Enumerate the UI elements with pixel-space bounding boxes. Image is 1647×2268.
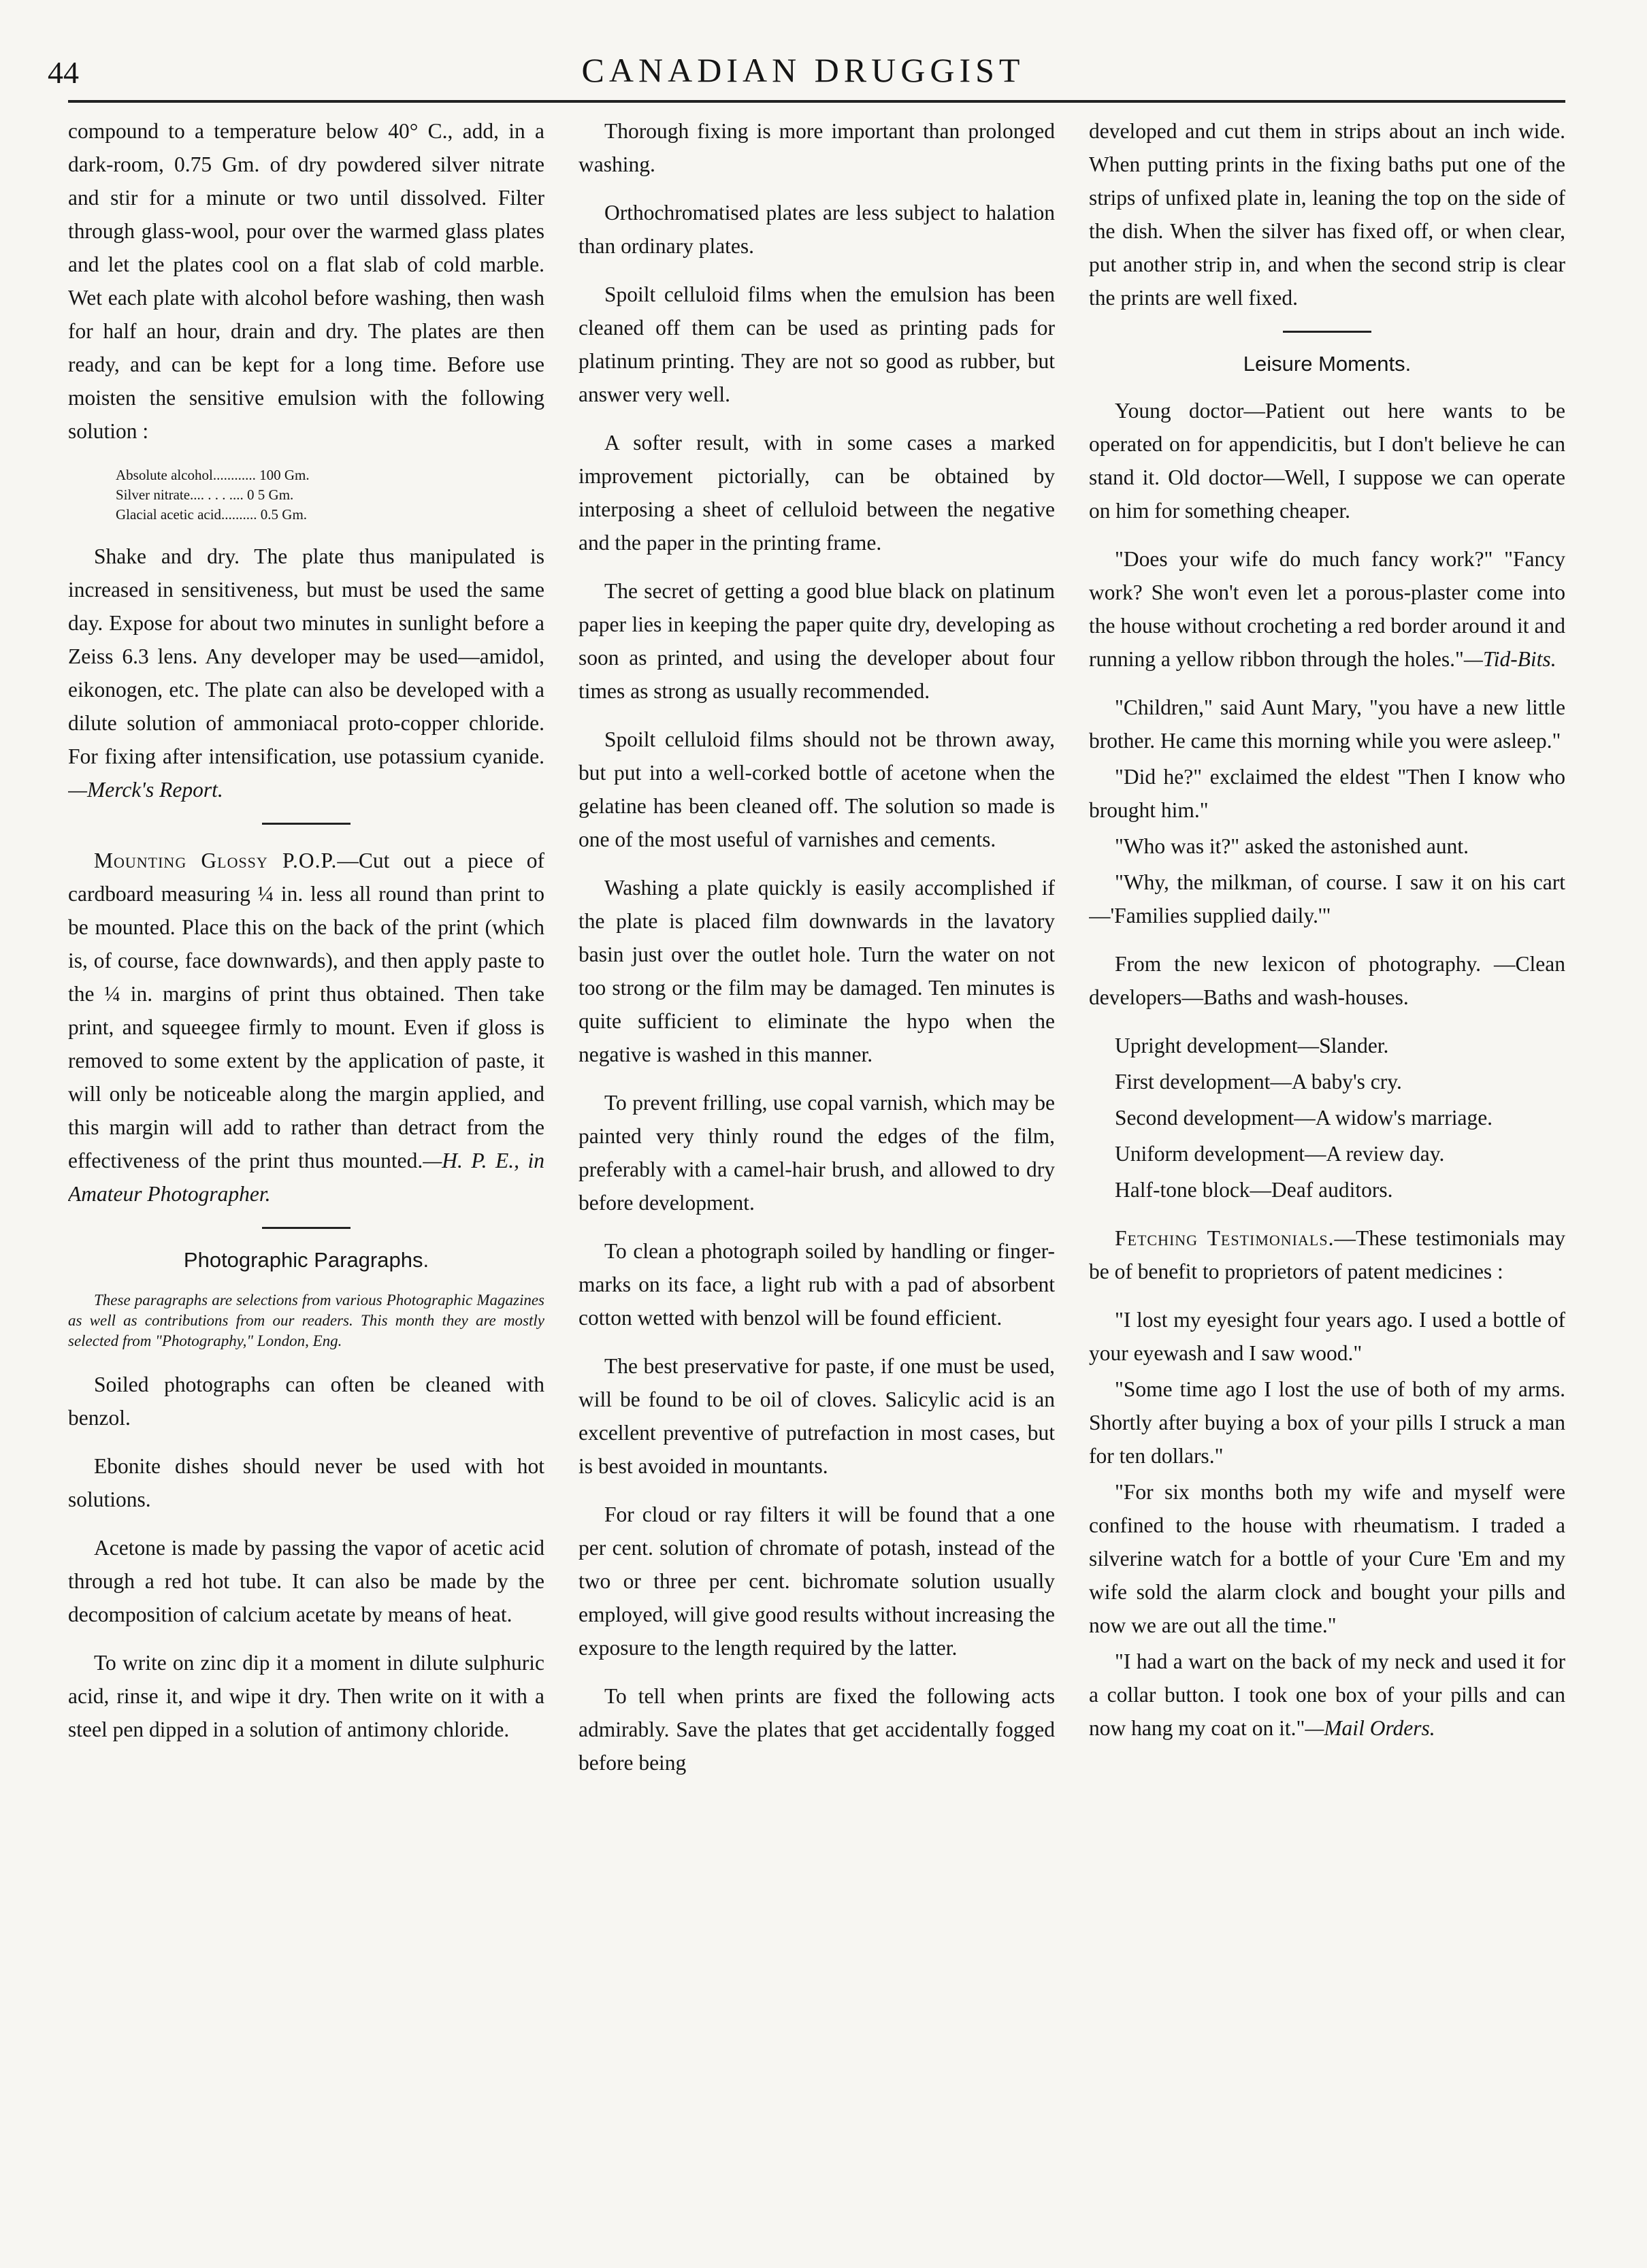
testimonials [1089, 1303, 1565, 1745]
paragraph-text: Shake and dry. The plate thus manipulated is increased in sensitiveness, but must be used the same day. Expose for about two minutes in sunlight before a Zeiss 6.3 lens. Any developer may be used—amidol, eikonogen, etc. The plate can also be developed with a dilute solution of ammoniacal proto-copper chloride. For fixing after intensification, use potassium cyanide. [68, 544, 544, 768]
dialogue-line: "Did he?" exclaimed the eldest "Then I know who brought him." [1089, 765, 1565, 822]
testimonial: "I lost my eyesight four years ago. I used a bottle of your eyewash and I saw wood." [1089, 1308, 1565, 1365]
paragraph-text: —Cut out a piece of cardboard measuring ¼ in. less all round than print to be mounted. Place this on the back of the print (which is, of course, face downwards), and then apply paste to the ¼ in. margins of print thus obtained. Then take print, and squeegee firmly to mount. Even if gloss is removed to some extent by the application of paste, it will only be noticeable along the margin applied, and this margin will add to rather than detract from the effectiveness of the print thus mounted. [68, 849, 544, 1172]
paragraph: From the new lexicon of photography. —Clean developers—Baths and wash-houses. [1089, 952, 1565, 1009]
lexicon-item: Half-tone block—Deaf auditors. [1115, 1178, 1393, 1202]
recipe-row: Absolute alcohol............ 100 Gm. [116, 467, 310, 483]
paragraph: Washing a plate quickly is easily accomplished if the plate is placed film downwards in the lavatory basin just over the outlet hole. Turn the water on not too strong or the film may be damaged. Ten minutes is quite sufficient to eliminate the hypo when the negative is washed in this manner. [578, 876, 1055, 1066]
section-heading: Leisure Moments. [1243, 352, 1412, 376]
paragraph [68, 844, 544, 1211]
lexicon-item: Upright development—Slander. [1115, 1034, 1389, 1057]
run-in-heading: Mounting Glossy P.O.P. [94, 849, 338, 872]
paragraph: Orthochromatised plates are less subject to halation than ordinary plates. [578, 201, 1055, 258]
paragraph: Spoilt celluloid films should not be thrown away, but put into a well-corked bottle of acetone when the gelatine has been cleaned off. The solution so made is one of the most useful of varnishes and cements. [578, 727, 1055, 851]
paragraph: Acetone is made by passing the vapor of acetic acid through a red hot tube. It can also be made by the decomposition of calcium acetate by means of heat. [68, 1536, 544, 1626]
paragraph: To prevent frilling, use copal varnish, which may be painted very thinly round the edges of the film, preferably with a camel-hair brush, and allowed to dry before development. [578, 1091, 1055, 1215]
citation: —Mail Orders. [1305, 1716, 1435, 1740]
dialogue [1089, 691, 1565, 932]
header-rule [68, 100, 1565, 103]
paragraph: compound to a temperature below 40° C., add, in a dark-room, 0.75 Gm. of dry powdered silver nitrate and stir for a minute or two until dissolved. Filter through glass-wool, pour over the warmed glass plates and let the plates cool on a flat slab of cold marble. Wet each plate with alcohol before washing, then wash for half an hour, drain and dry. The plates are then ready, and can be kept for a long time. Before use moisten the sensitive emulsion with the following solution : [68, 119, 544, 443]
lexicon-item: Uniform development—A review day. [1115, 1142, 1445, 1166]
paragraph: To clean a photograph soiled by handling or finger-marks on its face, a light rub with a pad of absorbent cotton wetted with benzol will be found efficient. [578, 1239, 1055, 1330]
running-title: CANADIAN DRUGGIST [581, 51, 1025, 89]
dialogue-line: "Who was it?" asked the astonished aunt. [1115, 834, 1469, 858]
paragraph: developed and cut them in strips about an inch wide. When putting prints in the fixing baths put one of the strips of unfixed plate in, leaning the top on the side of the dish. When the silver has fixed off, or when clear, put another strip in, and when the second strip is clear the prints are well fixed. [1089, 119, 1565, 310]
section-heading: Photographic Paragraphs. [183, 1248, 429, 1272]
joke [1089, 542, 1565, 676]
paragraph [1089, 1221, 1565, 1288]
dialogue-line: "Children," said Aunt Mary, "you have a new little brother. He came this morning while you were asleep." [1089, 695, 1565, 753]
lexicon-item: Second development—A widow's marriage. [1115, 1106, 1493, 1130]
citation: —Merck's Report. [68, 778, 223, 802]
testimonial: "Some time ago I lost the use of both of my arms. Shortly after buying a box of your pills I struck a man for ten dollars." [1089, 1377, 1565, 1468]
paragraph: To tell when prints are fixed the following acts admirably. Save the plates that get accidentally fogged before being [578, 1684, 1055, 1775]
column-2 [578, 114, 1055, 1794]
column-3 [1089, 114, 1565, 1747]
section-intro: These paragraphs are selections from various Photographic Magazines as well as contributions from our readers. This month they are mostly selected from "Photography," London, Eng. [68, 1292, 544, 1349]
testimonial [1089, 1645, 1565, 1745]
testimonial: "For six months both my wife and myself were confined to the house with rheumatism. I traded a silverine watch for a bottle of your Cure 'Em and my wife sold the alarm clock and bought your pills and now we are out all the time." [1089, 1480, 1565, 1637]
paragraph: The best preservative for paste, if one must be used, will be found to be oil of cloves. Salicylic acid is an excellent preventive of putrefaction in most cases, but is best avoided in mountants. [578, 1354, 1055, 1478]
paragraph: For cloud or ray filters it will be found that a one per cent. solution of chromate of potash, instead of the two or three per cent. bichromate solution usually employed, will give good results without increasing the exposure to the length required by the latter. [578, 1502, 1055, 1660]
dialogue-line: "Why, the milkman, of course. I saw it on his cart—'Families supplied daily.'" [1089, 870, 1565, 927]
paragraph [68, 540, 544, 806]
section-divider [262, 1227, 350, 1229]
testimonial-text: "I had a wart on the back of my neck and used it for a collar button. I took one box of your pills and can now hang my coat on it." [1089, 1649, 1565, 1740]
section-divider [1283, 331, 1371, 333]
paragraph: A softer result, with in some cases a marked improvement pictorially, can be obtained by interposing a sheet of celluloid between the negative and the paper in the printing frame. [578, 431, 1055, 555]
recipe-row: Glacial acetic acid.......... 0.5 Gm. [116, 506, 308, 523]
lexicon-list [1089, 1029, 1565, 1206]
citation: —Tid-Bits. [1463, 647, 1556, 671]
paragraph: Soiled photographs can often be cleaned with benzol. [68, 1373, 544, 1430]
paragraph: Spoilt celluloid films when the emulsion has been cleaned off them can be used as printing pads for platinum printing. They are not so good as rubber, but answer very well. [578, 282, 1055, 406]
lexicon-item: First development—A baby's cry. [1115, 1070, 1402, 1094]
paragraph: The secret of getting a good blue black on platinum paper lies in keeping the paper quite dry, developing as soon as printed, and using the developer about four times as strong as usually recommended. [578, 579, 1055, 703]
paragraph: Thorough fixing is more important than prolonged washing. [578, 119, 1055, 176]
joke: Young doctor—Patient out here wants to be operated on for appendicitis, but I don't believe he can stand it. Old doctor—Well, I suppose we can operate on him for something cheaper. [1089, 399, 1565, 523]
paragraph-text: —These testimonials may be of benefit to proprietors of patent medicines : [1089, 1226, 1565, 1283]
recipe-table [116, 465, 544, 525]
page-number: 44 [48, 55, 79, 90]
paragraph: Ebonite dishes should never be used with hot solutions. [68, 1454, 544, 1511]
paragraph: To write on zinc dip it a moment in dilute sulphuric acid, rinse it, and wipe it dry. Then write on it with a steel pen dipped in a solution of antimony chloride. [68, 1651, 544, 1741]
run-in-heading: Fetching Testimonials. [1115, 1226, 1335, 1250]
citation: —H. P. E., in Amateur Photographer. [68, 1149, 544, 1206]
joke-text: "Does your wife do much fancy work?" "Fancy work? She won't even let a porous-plaster come into the house without crocheting a red border around it and running a yellow ribbon through the holes." [1089, 547, 1565, 671]
section-divider [262, 823, 350, 825]
column-1 [68, 114, 544, 1761]
recipe-row: Silver nitrate.... . . . .... 0 5 Gm. [116, 487, 294, 503]
